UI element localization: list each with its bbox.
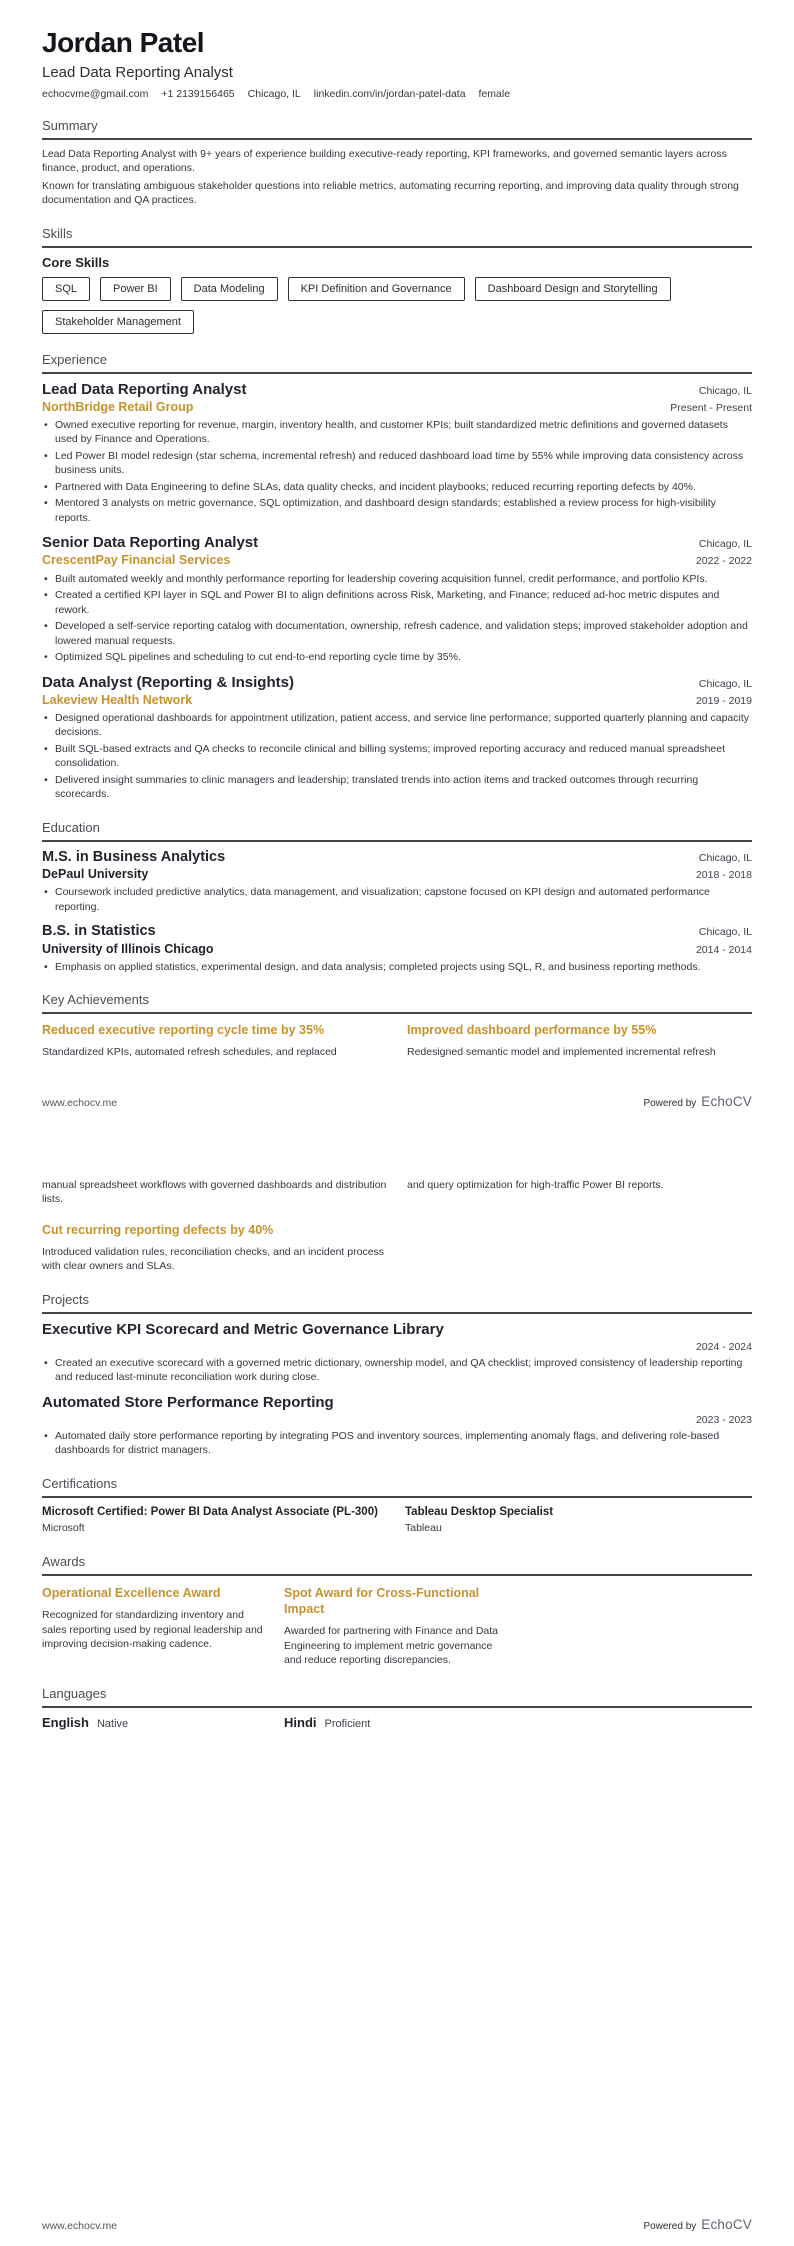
job-bullet-list xyxy=(42,572,752,665)
certification-name: Microsoft Certified: Power BI Data Analyst Associate (PL-300) xyxy=(42,1505,378,1518)
achievement-description: Redesigned semantic model and implemented incremental refresh xyxy=(407,1046,716,1059)
education-bullet: • Coursework included predictive analytics, data management, and visualization; capstone focused on KPI design and automated performance reporting. xyxy=(42,885,752,914)
job-bullet: • Designed operational dashboards for appointment utilization, patient access, and service line performance; supported quarterly planning and capacity decisions. xyxy=(42,711,752,740)
education-dates: 2018 - 2018 xyxy=(695,869,752,882)
achievement-description-continued: and query optimization for high-traffic Power BI reports. xyxy=(407,1179,664,1191)
school-name: DePaul University xyxy=(42,867,149,882)
award-title: Spot Award for Cross-Functional Impact xyxy=(284,1585,480,1617)
achievement-description: Standardized KPIs, automated refresh schedules, and replaced xyxy=(42,1046,337,1059)
project-bullet: • Created an executive scorecard with a governed metric dictionary, ownership model, and QA checklist; improved consistency of leadership reporting and reduced last-minute reconciliation work during close. xyxy=(42,1356,752,1385)
certification-item xyxy=(42,1505,389,1536)
contact-row xyxy=(42,88,752,100)
achievement-item xyxy=(42,1221,387,1274)
projects-heading: Projects xyxy=(42,1292,752,1314)
job-title: Senior Data Reporting Analyst xyxy=(42,534,259,552)
contact-location: Chicago, IL xyxy=(247,87,301,100)
education-bullet: • Emphasis on applied statistics, experimental design, and data analysis; completed projects using SQL, R, and business reporting methods. xyxy=(42,960,752,974)
powered-by xyxy=(643,1094,752,1109)
candidate-headline: Lead Data Reporting Analyst xyxy=(42,63,233,81)
section-summary xyxy=(42,118,752,208)
language-level: Proficient xyxy=(324,1717,371,1730)
resume-page-2 xyxy=(0,1123,794,2246)
achievement-title: Reduced executive reporting cycle time by 35% xyxy=(42,1023,325,1038)
job-bullet: • Created a certified KPI layer in SQL and Power BI to align definitions across Risk, Marketing, and Finance; reduced ad-hoc metric disputes and rework. xyxy=(42,588,752,617)
degree-title: B.S. in Statistics xyxy=(42,923,156,940)
education-location: Chicago, IL xyxy=(698,926,752,939)
achievements-heading: Key Achievements xyxy=(42,992,752,1014)
certification-item xyxy=(405,1505,752,1536)
languages-heading: Languages xyxy=(42,1686,752,1708)
powered-by-prefix: Powered by xyxy=(643,2221,697,2232)
job-location: Chicago, IL xyxy=(698,538,752,551)
section-languages xyxy=(42,1686,752,1730)
job-bullet-list xyxy=(42,711,752,802)
education-location: Chicago, IL xyxy=(698,851,752,864)
experience-item xyxy=(42,674,752,802)
section-education xyxy=(42,820,752,975)
language-item xyxy=(284,1715,510,1730)
achievements-continuation xyxy=(42,1178,752,1207)
footer-site-url: www.echocv.me xyxy=(42,2220,118,2232)
certifications-heading: Certifications xyxy=(42,1476,752,1498)
award-description: Recognized for standardizing inventory and sales reporting used by regional leadership and improving decision-making cadence. xyxy=(42,1609,263,1651)
project-title: Executive KPI Scorecard and Metric Governance Library xyxy=(42,1320,444,1338)
echocv-brand: EchoCV xyxy=(701,2217,752,2232)
job-bullet: • Led Power BI model redesign (star schema, incremental refresh) and reduced dashboard load time by 55% while improving data consistency across business units. xyxy=(42,449,752,478)
echocv-brand: EchoCV xyxy=(701,1094,752,1109)
education-item xyxy=(42,923,752,974)
achievement-title: Cut recurring reporting defects by 40% xyxy=(42,1222,274,1237)
award-item xyxy=(284,1583,510,1668)
job-title: Lead Data Reporting Analyst xyxy=(42,380,247,398)
job-company: CrescentPay Financial Services xyxy=(42,553,231,568)
language-level: Native xyxy=(96,1717,129,1730)
project-dates: 2023 - 2023 xyxy=(695,1413,752,1426)
job-location: Chicago, IL xyxy=(698,677,752,690)
experience-heading: Experience xyxy=(42,352,752,374)
job-bullet: • Built SQL-based extracts and QA checks to reconcile clinical and billing systems; improved reporting accuracy and reduced manual spreadsheet consolidation. xyxy=(42,742,752,771)
award-description: Awarded for partnering with Finance and Data Engineering to implement metric governance and reduce reporting discrepancies. xyxy=(284,1625,499,1667)
job-bullet: • Partnered with Data Engineering to define SLAs, data quality checks, and incident playbooks; reduced recurring reporting defects by 40%. xyxy=(42,480,752,494)
language-name: Hindi xyxy=(284,1714,317,1730)
education-item xyxy=(42,849,752,915)
section-awards xyxy=(42,1554,752,1668)
page-footer xyxy=(42,1094,752,1109)
education-dates: 2014 - 2014 xyxy=(695,943,752,956)
project-title: Automated Store Performance Reporting xyxy=(42,1393,334,1411)
job-title: Data Analyst (Reporting & Insights) xyxy=(42,673,294,691)
contact-linkedin: linkedin.com/in/jordan-patel-data xyxy=(313,87,466,100)
job-bullet: • Built automated weekly and monthly performance reporting for leadership covering acquisition funnel, credit performance, and portfolio KPIs. xyxy=(42,572,752,586)
job-dates: 2019 - 2019 xyxy=(695,694,752,707)
project-item xyxy=(42,1394,752,1458)
section-certifications xyxy=(42,1476,752,1536)
skill-chip: Stakeholder Management xyxy=(42,310,194,334)
skills-heading: Skills xyxy=(42,226,752,248)
job-bullet: • Delivered insight summaries to clinic managers and leadership; translated trends into action items and tracked outcomes through recurring scorecards. xyxy=(42,773,752,802)
job-location: Chicago, IL xyxy=(698,384,752,397)
job-company: Lakeview Health Network xyxy=(42,692,193,707)
job-dates: 2022 - 2022 xyxy=(695,555,752,568)
project-dates: 2024 - 2024 xyxy=(695,1340,752,1353)
section-experience xyxy=(42,352,752,802)
certification-name: Tableau Desktop Specialist xyxy=(405,1505,554,1518)
skill-chip: KPI Definition and Governance xyxy=(288,277,465,301)
achievement-description-continued: manual spreadsheet workflows with governed dashboards and distribution lists. xyxy=(42,1179,387,1206)
job-company: NorthBridge Retail Group xyxy=(42,399,194,414)
footer-site-url: www.echocv.me xyxy=(42,1097,118,1109)
skill-chip: Power BI xyxy=(100,277,171,301)
language-name: English xyxy=(42,1714,89,1730)
certification-issuer: Tableau xyxy=(405,1522,442,1535)
degree-title: M.S. in Business Analytics xyxy=(42,848,226,865)
achievement-item xyxy=(42,1021,387,1059)
project-bullet: • Automated daily store performance reporting by integrating POS and inventory sources, implementing anomaly flags, and delivering role-based dashboards for district managers. xyxy=(42,1429,752,1458)
skill-chip: Dashboard Design and Storytelling xyxy=(475,277,671,301)
project-item xyxy=(42,1321,752,1385)
achievement-item xyxy=(407,1021,752,1059)
language-item xyxy=(42,1715,268,1730)
skill-chip: Data Modeling xyxy=(181,277,278,301)
job-bullet: • Developed a self-service reporting catalog with documentation, ownership, refresh cadence, and validation steps; improved stakeholder adoption and lowered manual requests. xyxy=(42,619,752,648)
experience-item xyxy=(42,534,752,664)
summary-paragraph: Lead Data Reporting Analyst with 9+ years of experience building executive-ready reporting, KPI frameworks, and governed semantic layers across finance, product, and operations. xyxy=(42,147,727,175)
project-bullet-list xyxy=(42,1429,752,1458)
skill-chip: SQL xyxy=(42,277,90,301)
school-name: University of Illinois Chicago xyxy=(42,941,214,956)
awards-heading: Awards xyxy=(42,1554,752,1576)
job-bullet: • Owned executive reporting for revenue, margin, inventory health, and customer KPIs; built standardized metric definitions and governed datasets used by Finance and Operations. xyxy=(42,418,752,447)
contact-phone: +1 2139156465 xyxy=(161,87,235,100)
skills-group-label: Core Skills xyxy=(42,254,110,270)
candidate-name: Jordan Patel xyxy=(42,27,205,58)
page-footer xyxy=(42,2217,752,2232)
education-bullet-list xyxy=(42,885,752,914)
section-skills xyxy=(42,226,752,334)
skills-chip-list xyxy=(42,277,752,334)
project-bullet-list xyxy=(42,1356,752,1385)
contact-email: echocvme@gmail.com xyxy=(42,87,149,100)
award-item xyxy=(42,1583,268,1668)
summary-paragraph: Known for translating ambiguous stakeholder questions into reliable metrics, automating recurring reporting, and improving data quality through strong documentation and QA practices. xyxy=(42,179,739,207)
contact-gender: female xyxy=(478,87,511,100)
achievement-title: Improved dashboard performance by 55% xyxy=(407,1023,657,1038)
section-key-achievements xyxy=(42,992,752,1059)
achievement-description: Introduced validation rules, reconciliation checks, and an incident process with clear owners and SLAs. xyxy=(42,1245,385,1273)
education-bullet-list xyxy=(42,960,752,974)
achievements-row-2 xyxy=(42,1221,752,1274)
summary-heading: Summary xyxy=(42,118,752,140)
job-bullet-list xyxy=(42,418,752,525)
job-dates: Present - Present xyxy=(670,401,752,414)
powered-by-prefix: Powered by xyxy=(643,1098,697,1109)
job-bullet: • Mentored 3 analysts on metric governance, SQL optimization, and dashboard design standards; established a review process for high-visibility reports. xyxy=(42,496,752,525)
certification-issuer: Microsoft xyxy=(42,1522,85,1535)
powered-by xyxy=(643,2217,752,2232)
education-heading: Education xyxy=(42,820,752,842)
job-bullet: • Optimized SQL pipelines and scheduling to cut end-to-end reporting cycle time by 35%. xyxy=(42,650,752,664)
experience-item xyxy=(42,381,752,526)
award-title: Operational Excellence Award xyxy=(42,1585,221,1600)
section-projects xyxy=(42,1292,752,1458)
